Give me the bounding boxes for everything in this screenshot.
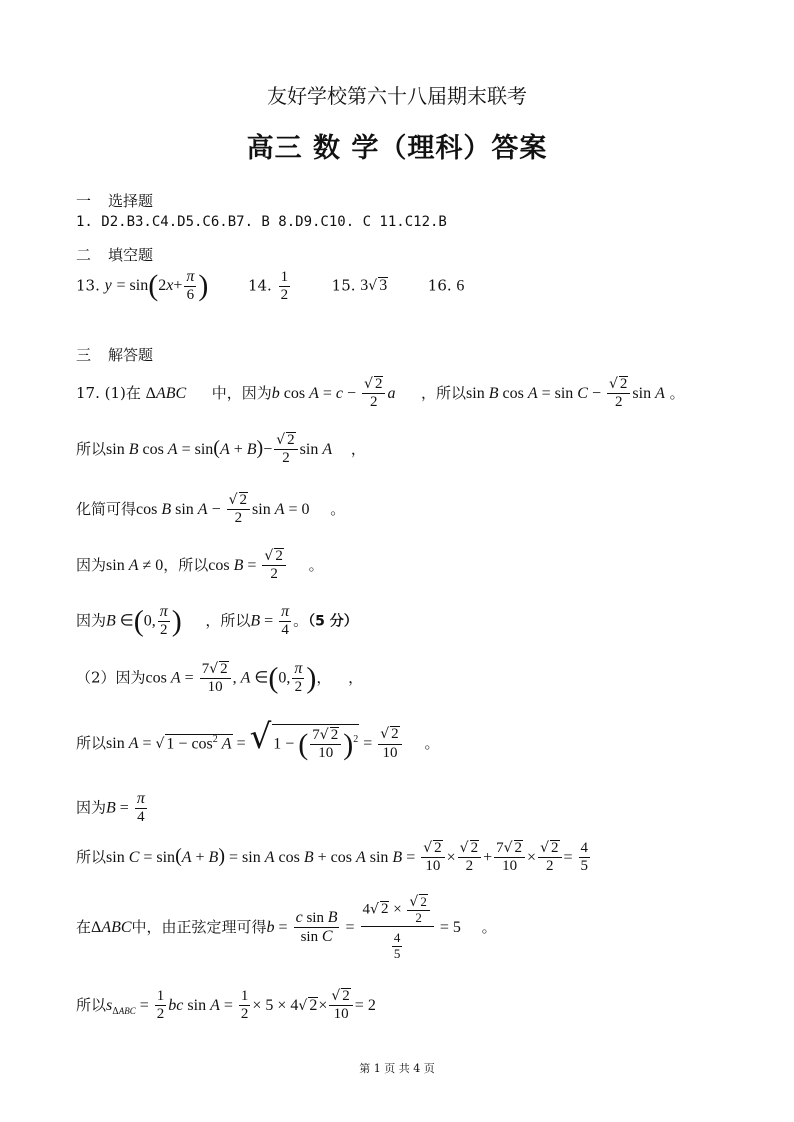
q16-answer: 6 [456,277,465,295]
school-name: 友好学校第六十八届期末联考 [267,84,527,108]
q15-label: 15. [331,276,356,295]
page-footer: 第 1 页 共 4 页 [359,1062,435,1075]
solution-line-1: 17. (1)在 ΔABC 中，因为b cos A = c − $\frac{√ 2}{2}$ a ，所以sin B cos A = sin C − $\frac{√ 2}{2}$ sin A 。 [76,376,685,411]
solution-line-8: 因为B = $\frac{\pi}{4}$ [76,790,145,826]
q16-label: 16. [427,276,452,295]
solution-line-7: 所以sin A = √ $1 - \cos^2 A$ = √ 1 − ( $\frac{7√ 2}{10}$ )$^2$ = $\frac{√ 2}{10}$ 。 [76,717,440,761]
solution-line-5: 因为B ∈(0, $\frac{\pi}{2}$ ) ，所以B = $\frac{\pi}{4}$ 。（5 分） [76,603,358,639]
section-number: 二 [76,246,92,264]
q13-label: 13. [76,276,100,295]
section-title: 选择题 [108,192,154,210]
score-note: （5 分） [308,613,358,630]
q14-label: 14. [247,276,272,295]
q15-answer: 3√ 3 [360,277,388,295]
section-title: 解答题 [108,346,154,364]
section-fill-heading [76,248,153,263]
q13-answer: y = sin(2x+ $\frac{\pi}{6}$ ) [104,268,209,304]
section-number: 三 [76,346,92,364]
section-number: 一 [76,192,92,210]
section-title: 填空题 [108,246,154,264]
solution-line-9: 所以sin C = sin(A + B) = sin A cos B + cos A sin B = $\frac{√ 2}{10}$ × $\frac{√ 2}{2}$ + $\frac{7√ 2}{10}$ × $\frac{√ 2}{2}$ = $\frac{4}{5}$ [76,840,589,875]
solution-line-2: 所以sin B cos A = sin(A + B)− $\frac{√ 2}{2}$ sin A ， [76,432,366,467]
section-solution-heading [76,348,153,363]
solution-line-11: 所以$s_{\Delta ABC}$ = $\frac{1}{2}$ bc sin A = $\frac{1}{2}$ × 5 × 4√ 2× $\frac{√ 2}{10}$ = 2 [76,988,376,1023]
q14-answer: $\frac{1}{2}$ [280,268,289,303]
solution-line-4: 因为sin A ≠ 0，所以cos B = $\frac{√ 2}{2}$ 。 [76,548,324,583]
solution-line-10: 在ΔABC中，由正弦定理可得b = $\frac{\text{c sin B}}{\text{sin C}}$ = 4√ 2 × $\frac{√ 2}{2}$ $\frac{4}{5}$ = 5 。 [76,894,497,961]
solution-line-3: 化简可得cos B sin A − $\frac{√ 2}{2}$ sin A = 0 。 [76,492,346,527]
choice-answers: 1. D2.B3.C4.D5.C6.B7. B 8.D9.C10. C 11.C12.B [76,214,447,230]
solution-line-6: （2）因为cos A = $\frac{7√ 2}{10}$ , A ∈(0, $\frac{\pi}{2}$ )， ， [76,660,364,696]
fill-answers [76,268,464,305]
page-title: 高三 数 学（理科）答案 [246,133,548,164]
section-choice-heading [76,194,153,209]
